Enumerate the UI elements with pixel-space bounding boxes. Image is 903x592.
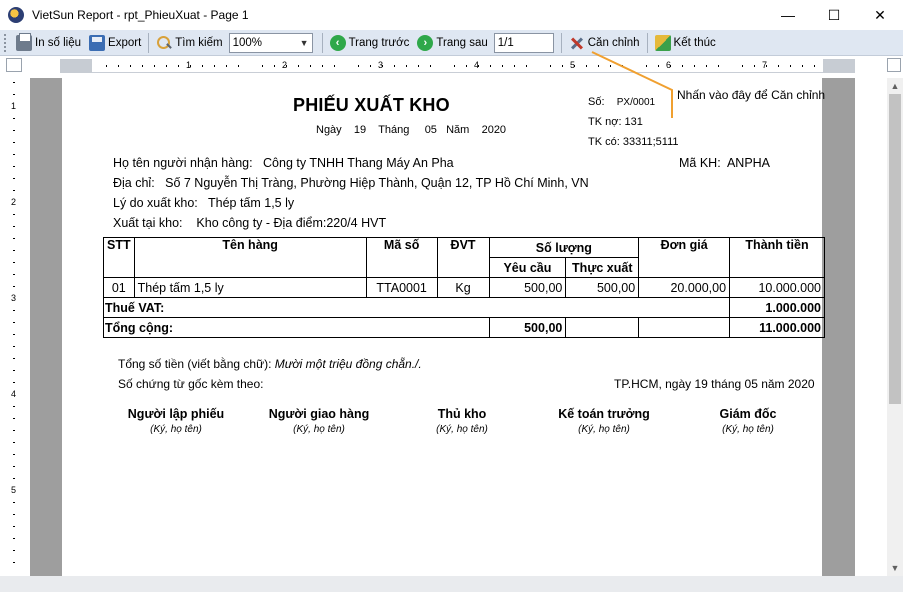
- window-title: VietSun Report - rpt_PhieuXuat - Page 1: [32, 8, 249, 22]
- header-price: Đơn giá: [639, 238, 730, 278]
- debit-account: TK nợ: 131: [588, 116, 643, 128]
- toolbar-separator: [561, 33, 562, 53]
- document-date: [316, 124, 506, 136]
- window-controls: [765, 0, 903, 30]
- total-qty-actual-empty: [566, 318, 639, 338]
- horizontal-ruler: [60, 59, 855, 73]
- vat-value: 1.000.000: [730, 298, 825, 318]
- credit-account: TK có: 33311;5111: [588, 136, 679, 148]
- bottom-bar: [0, 576, 903, 592]
- header-amount: Thành tiền: [730, 238, 825, 278]
- customer-code-label: Mã KH:: [679, 156, 721, 170]
- cell-amount: 10.000.000: [730, 278, 825, 298]
- cell-price: 20.000,00: [639, 278, 730, 298]
- ruler-label: 3: [11, 293, 17, 303]
- search-button[interactable]: [152, 32, 226, 54]
- ruler-ticks: [60, 59, 855, 73]
- vertical-ruler-ticks: [6, 78, 22, 578]
- customer-code: [679, 156, 770, 170]
- address-line: [113, 176, 589, 190]
- header-qty: Số lượng: [489, 238, 639, 258]
- document-title: PHIẾU XUẤT KHO: [293, 95, 450, 115]
- amount-words-label: Tổng số tiền (viết bằng chữ):: [118, 357, 272, 371]
- recipient-label: Họ tên người nhận hàng:: [113, 156, 253, 170]
- ruler-label: 7: [762, 60, 768, 70]
- vat-row: [104, 298, 825, 318]
- zoom-value: 100%: [232, 36, 262, 49]
- warehouse-line: [113, 216, 386, 230]
- total-qty: 500,00: [489, 318, 566, 338]
- ruler-label: 5: [11, 485, 17, 495]
- header-stt: STT: [104, 238, 135, 278]
- warehouse-label: Xuất tại kho:: [113, 216, 183, 230]
- attached-documents: Số chứng từ gốc kèm theo:: [118, 377, 264, 391]
- next-page-label: Trang sau: [436, 36, 488, 49]
- recipient-value: Công ty TNHH Thang Máy An Pha: [263, 156, 454, 170]
- month-value: 05: [424, 124, 437, 136]
- table-header-row: [104, 238, 825, 258]
- previous-page-button[interactable]: [326, 32, 414, 54]
- title-bar: [0, 0, 903, 30]
- arrow-right-icon: ›: [417, 35, 433, 51]
- reason-line: [113, 196, 294, 210]
- total-row: [104, 318, 825, 338]
- total-value: 11.000.000: [730, 318, 825, 338]
- signature-role: Người lập phiếu: [127, 407, 225, 421]
- signature-note: (Ký, họ tên): [722, 424, 774, 435]
- ruler-label: 1: [11, 101, 17, 111]
- amount-words-value: Mười một triệu đồng chẵn./.: [274, 357, 422, 371]
- toolbar-separator: [322, 33, 323, 53]
- print-button[interactable]: [12, 32, 85, 54]
- month-label: Tháng: [378, 124, 410, 136]
- items-table: [103, 237, 825, 338]
- scroll-up-icon[interactable]: ▲: [890, 81, 900, 91]
- cell-qty-requested: 500,00: [489, 278, 566, 298]
- ruler-label: 4: [474, 60, 480, 70]
- printer-icon: [16, 35, 32, 51]
- signature-note: (Ký, họ tên): [293, 424, 345, 435]
- total-price-empty: [639, 318, 730, 338]
- total-label: Tổng cộng:: [104, 318, 490, 338]
- ruler-corner[interactable]: [6, 58, 22, 72]
- table-row: [104, 278, 825, 298]
- header-qty-actual: Thực xuất: [566, 258, 639, 278]
- signature-director: [673, 407, 823, 435]
- report-page: [62, 78, 822, 576]
- number-value: PX/0001: [616, 97, 656, 108]
- ruler-label: 1: [186, 60, 192, 70]
- cell-qty-actual: 500,00: [566, 278, 639, 298]
- cell-code: TTA0001: [366, 278, 437, 298]
- exit-label: Kết thúc: [673, 36, 716, 49]
- signature-note: (Ký, họ tên): [436, 424, 488, 435]
- cell-stt: 01: [104, 278, 135, 298]
- header-code: Mã số: [366, 238, 437, 278]
- search-label: Tìm kiếm: [175, 36, 223, 49]
- number-label: Số:: [588, 96, 605, 108]
- close-button[interactable]: ✕: [874, 6, 886, 23]
- day-label: Ngày: [316, 124, 342, 136]
- signature-role: Giám đốc: [719, 407, 777, 421]
- warehouse-value: Kho công ty - Địa điểm:220/4 HVT: [196, 216, 387, 230]
- export-label: Export: [108, 36, 142, 49]
- year-label: Năm: [446, 124, 470, 136]
- ruler-label: 2: [282, 60, 288, 70]
- signature-note: (Ký, họ tên): [150, 424, 202, 435]
- minimize-button[interactable]: —: [781, 7, 795, 23]
- signature-chief-accountant: [529, 407, 679, 435]
- toolbar: [0, 30, 903, 56]
- header-unit: ĐVT: [437, 238, 489, 278]
- vertical-ruler: [6, 78, 22, 578]
- toolbar-separator: [148, 33, 149, 53]
- reason-label: Lý do xuất kho:: [113, 196, 198, 210]
- recipient-line: [113, 156, 454, 170]
- report-canvas[interactable]: [30, 78, 855, 576]
- export-button[interactable]: [85, 32, 145, 54]
- amount-in-words: [118, 357, 422, 371]
- app-logo-icon: [8, 7, 24, 23]
- ruler-label: 6: [666, 60, 672, 70]
- callout-text: Nhấn vào đây để Căn chỉnh: [677, 88, 826, 102]
- cell-name: Thép tấm 1,5 ly: [134, 278, 366, 298]
- signature-deliverer: [244, 407, 394, 435]
- previous-page-label: Trang trước: [348, 36, 410, 49]
- address-label: Địa chỉ:: [113, 176, 155, 190]
- ruler-label: 4: [11, 389, 17, 399]
- maximize-button[interactable]: ☐: [827, 6, 841, 23]
- reason-value: Thép tấm 1,5 ly: [207, 196, 295, 210]
- page-number-input[interactable]: [494, 33, 554, 53]
- year-value: 2020: [481, 124, 507, 136]
- print-label: In số liệu: [35, 36, 82, 49]
- vat-label: Thuế VAT:: [104, 298, 730, 318]
- header-qty-requested: Yêu cầu: [489, 258, 566, 278]
- signature-preparer: [101, 407, 251, 435]
- signature-storekeeper: [387, 407, 537, 435]
- callout-arrow: [590, 50, 690, 120]
- align-label: Căn chỉnh: [587, 36, 640, 49]
- signature-role: Thủ kho: [437, 407, 487, 421]
- tools-icon: [569, 35, 585, 51]
- scroll-top-button[interactable]: [887, 58, 901, 72]
- ruler-label: 2: [11, 197, 17, 207]
- ruler-label: 3: [378, 60, 384, 70]
- ruler-label: 5: [570, 60, 576, 70]
- customer-code-value: ANPHA: [726, 156, 771, 170]
- address-value: Số 7 Nguyễn Thị Tràng, Phường Hiệp Thành, Quận 12, TP Hồ Chí Minh, VN: [165, 176, 589, 190]
- header-name: Tên hàng: [134, 238, 366, 278]
- signature-note: (Ký, họ tên): [578, 424, 630, 435]
- save-disk-icon: [89, 35, 105, 51]
- vertical-scrollbar[interactable]: [887, 78, 903, 576]
- scroll-down-icon[interactable]: ▼: [890, 563, 900, 573]
- signature-role: Kế toán trưởng: [558, 407, 650, 421]
- arrow-left-icon: ‹: [330, 35, 346, 51]
- day-value: 19: [353, 124, 367, 136]
- cell-unit: Kg: [437, 278, 489, 298]
- signature-role: Người giao hàng: [268, 407, 370, 421]
- search-icon: [156, 35, 172, 51]
- place-date: TP.HCM, ngày 19 tháng 05 năm 2020: [614, 377, 815, 391]
- zoom-select[interactable]: [229, 33, 313, 53]
- exit-door-icon: [655, 35, 671, 51]
- next-page-button[interactable]: [413, 32, 491, 54]
- scrollbar-thumb[interactable]: [889, 94, 901, 404]
- toolbar-grip[interactable]: [4, 34, 8, 52]
- chevron-down-icon: ▼: [299, 37, 309, 48]
